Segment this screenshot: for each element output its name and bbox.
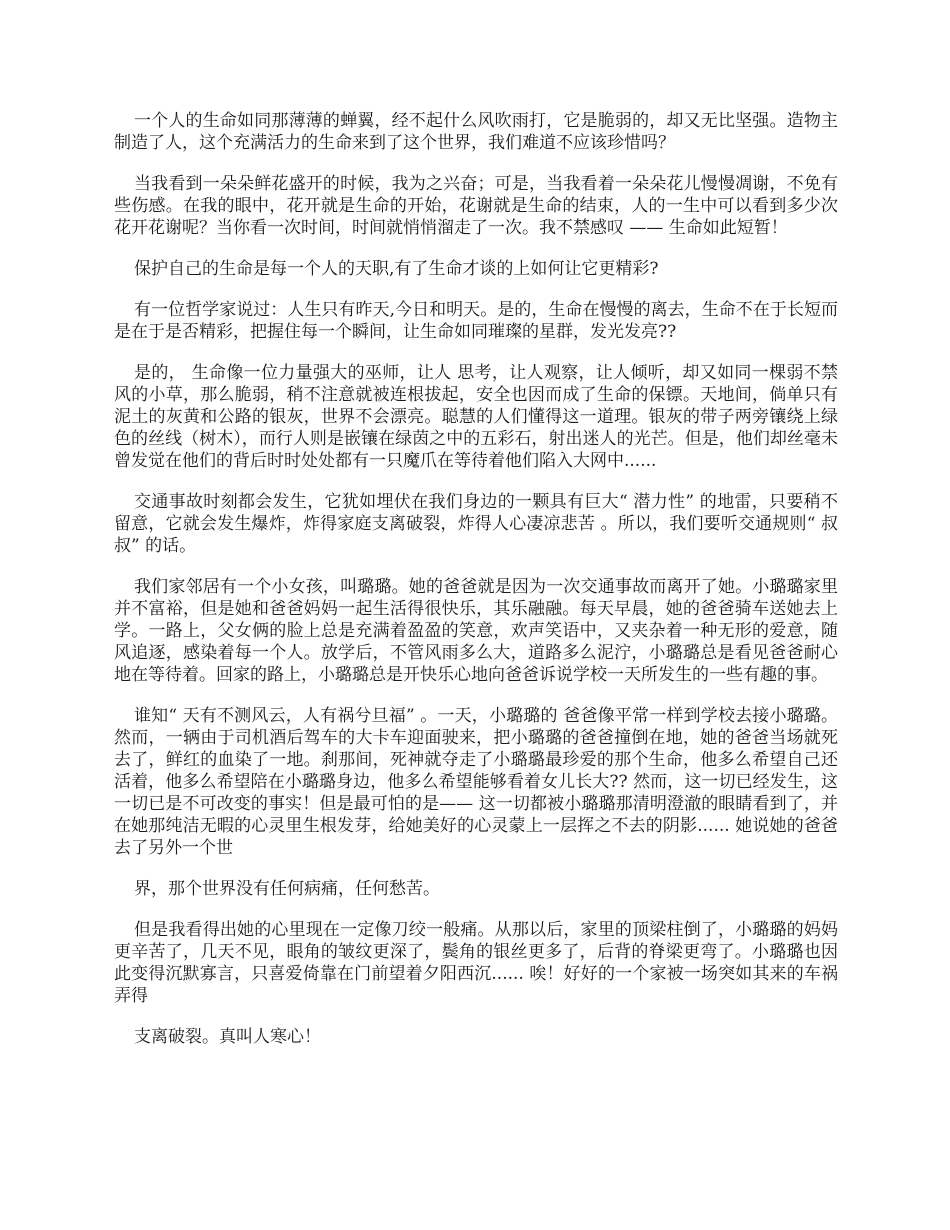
paragraph-4: 有一位哲学家说过：人生只有昨天,今日和明天。是的，生命在慢慢的离去，生命不在于长短而是在于是否精彩，把握住每一个瞬间，让生命如同璀璨的星群，发光发亮?? — [114, 300, 838, 342]
paragraph-10: 但是我看得出她的心里现在一定像刀绞一般痛。从那以后，家里的顶梁柱倒了，小璐璐的妈妈更辛苦了，几天不见，眼角的皱纹更深了，鬓角的银丝更多了，后背的脊梁更弯了。小璐璐也因此变得沉默寡言，只喜爱倚靠在门前望着夕阳西沉...... 唉！好好的一个家被一场突如其来的车祸弄得 — [114, 920, 838, 1006]
paragraph-8: 谁知“ 天有不测风云，人有祸兮旦福” 。一天，小璐璐的 爸爸像平常一样到学校去接小璐璐。然而，一辆由于司机酒后驾车的大卡车迎面驶来，把小璐璐的爸爸撞倒在地，她的爸爸当场就死去了，鲜红的血染了一地。刹那间，死神就夺走了小璐璐最珍爱的那个生命，他多么希望自己还活着，他多么希望陪在小璐璐身边，他多么希望能够看着女儿长大?? 然而，这一切已经发生，这一切已是不可改变的事实！但是最可怕的是—— 这一切都被小璐璐那清明澄澈的眼睛看到了，并在她那纯洁无暇的心灵里生根发芽，给她美好的心灵蒙上一层挥之不去的阴影...... 她说她的爸爸去了另外一个世 — [114, 706, 838, 858]
paragraph-6: 交通事故时刻都会发生，它犹如埋伏在我们身边的一颗具有巨大“ 潜力性” 的地雷，只要稍不留意，它就会发生爆炸，炸得家庭支离破裂，炸得人心凄凉悲苦 。所以，我们要听交通规则“ 叔叔” 的话。 — [114, 492, 838, 556]
paragraph-7: 我们家邻居有一个小女孩，叫璐璐。她的爸爸就是因为一次交通事故而离开了她。小璐璐家里并不富裕，但是她和爸爸妈妈一起生活得很快乐，其乐融融。每天早晨，她的爸爸骑车送她去上学。一路上，父女俩的脸上总是充满着盈盈的笑意，欢声笑语中，又夹杂着一种无形的爱意，随风追逐，感染着每一个人。放学后，不管风雨多么大，道路多么泥泞，小璐璐总是看见爸爸耐心地在等待着。回家的路上，小璐璐总是开快乐心地向爸爸诉说学校一天所发生的一些有趣的事。 — [114, 577, 838, 685]
paragraph-5: 是的， 生命像一位力量强大的巫师，让人 思考，让人观察，让人倾听，却又如同一棵弱不禁风的小草，那么脆弱，稍不注意就被连根拔起，安全也因而成了生命的保镖。天地间，倘单只有泥土的灰黄和公路的银灰，世界不会漂亮。聪慧的人们懂得这一道理。银灰的带子两旁镶绕上绿色的丝线（树木），而行人则是嵌镶在绿茵之中的五彩石，射出迷人的光芒。但是，他们却丝毫未曾发觉在他们的背后时时处处都有一只魔爪在等待着他们陷入大网中...... — [114, 363, 838, 471]
document-body — [114, 110, 838, 1067]
paragraph-11: 支离破裂。真叫人寒心！ — [134, 1027, 321, 1047]
paragraph-1: 一个人的生命如同那薄薄的蝉翼，经不起什么风吹雨打，它是脆弱的，却又无比坚强。造物主制造了人，这个充满活力的生命来到了这个世界，我们难道不应该珍惜吗？ — [114, 111, 838, 153]
paragraph-3: 保护自己的生命是每一个人的天职,有了生命才谈的上如何让它更精彩? — [134, 259, 659, 279]
paragraph-9: 界，那个世界没有任何病痛，任何愁苦。 — [134, 879, 440, 899]
paragraph-2: 当我看到一朵朵鲜花盛开的时候，我为之兴奋；可是，当我看着一朵朵花儿慢慢凋谢，不免有些伤感。在我的眼中，花开就是生命的开始，花谢就是生命的结束，人的一生中可以看到多少次花开花谢呢？当你看一次时间，时间就悄悄溜走了一次。我不禁感叹 —— 生命如此短暂！ — [114, 174, 838, 238]
